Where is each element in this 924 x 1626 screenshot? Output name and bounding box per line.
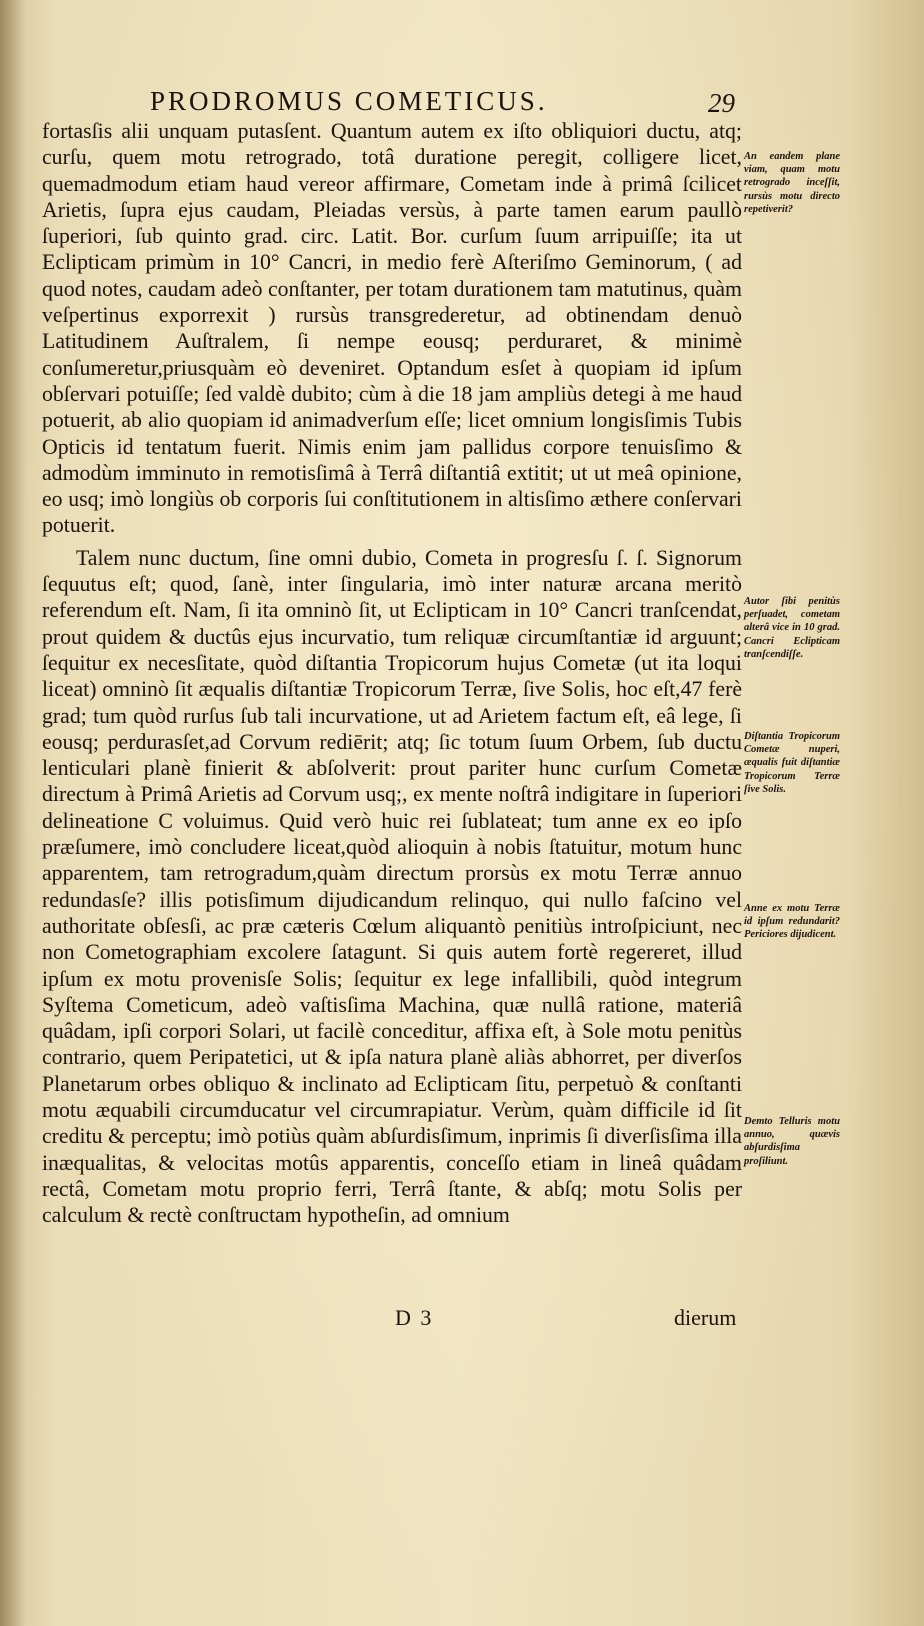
signature-mark: D 3 [395, 1305, 434, 1330]
page-number: 29 [708, 88, 735, 118]
margin-note-1: An eandem plane viam, quam motu retrogrado inceſſit, rursùs motu directo repetiverit? [744, 151, 840, 215]
running-title: PRODROMUS COMETICUS. [150, 86, 548, 116]
margin-note-4: Anne ex motu Terræ id ipſum redundarit? Periciores dijudicent. [744, 903, 840, 941]
margin-note-5: Demto Telluris motu annuo, quævis abſurdisſima proſiliunt. [744, 1116, 840, 1167]
catchword: dierum [674, 1305, 737, 1330]
binding-shadow [0, 0, 26, 1626]
main-text-column [42, 118, 742, 1228]
paragraph-1: fortasſis alii unquam putasſent. Quantum autem ex iſto obliquiori ductu, atq; curſu, quem motu retrogrado, totâ duratione peregit, colligere licet, quemadmodum etiam haud vereor affirmare, Cometam inde à primâ ſcilicet Arietis, ſupra ejus caudam, Pleiadas versùs, à parte tamen earum paullò ſuperiori, ſub quinto grad. circ. Latit. Bor. curſum ſuum arripuiſſe; ita ut Eclipticam primùm in 10° Cancri, in medio ferè Aſteriſmo Geminorum, ( ad quod notes, caudam adeò conſtanter, per totam durationem tam matutinus, quàm veſpertinus exporrexit ) rursùs transgrederetur, ad obtinendam denuò Latitudinem Auſtralem, ſi nempe eousq; perduraret, & minimè conſumeretur,priusquàm eò deveniret. Optandum esſet à quopiam id ipſum obſervari potuiſſe; ſed valdè dubito; cùm à die 18 jam ampliùs detegi à me haud potuerit, ab alio quopiam id animadverſum eſſe; licet omnium longisſimis Tubis Opticis id tentatum fuerit. Nimis enim jam pallidus corpore tenuisſimo & admodùm imminuto in remotisſimâ à Terrâ diſtantiâ extitit; ut ut meâ opinione, eo usq; imò longiùs ob corporis ſui conſtitutionem in altisſimo æthere conſervari potuerit. [42, 119, 742, 538]
paragraph-2: Talem nunc ductum, ſine omni dubio, Cometa in progresſu ſ. ſ. Signorum ſequutus eſt; quod, ſanè, inter ſingularia, imò inter naturæ arcana meritò referendum eſt. Nam, ſi ita omninò ſit, ut Eclipticam in 10° Cancri tranſcendat, prout quidem & ductûs ejus incurvatio, tum reliquæ circumſtantiæ id arguunt; ſequitur ex necesſitate, quòd diſtantia Tropicorum hujus Cometæ (ut ita loqui liceat) omninò ſit æqualis diſtantiæ Tropicorum Terræ, ſive Solis, hoc eſt,47 ferè grad; tum quòd rurſus ſub tali incurvatione, ut ad Arietem factum eſt, eâ lege, ſi eousq; perdurasſet,ad Corvum rediērit; atq; ſic totum ſuum Orbem, ſub ductu lenticulari planè finierit & abſolverit: prout pariter hunc curſum Cometæ directum à Primâ Arietis ad Corvum usq;, ex mente noſtrâ indigitare in ſuperiori delineatione C voluimus. Quid verò huic rei ſublateat; tum anne ex eo ipſo præſumere, imò concludere liceat,quòd alioquin à nobis ſtatuitur, motum hunc apparentem, tam retrogradum,quàm directum prorsùs ex motu Terræ annuo redundasſe? illis potisſimum dijudicandum relinquo, qui nullo faſcino vel authoritate obſesſi, ac præ cæteris Cœlum aliquantò penitiùs introſpiciunt, nec non Cometographiam excolere ſatagunt. Si quis autem fortè regereret, illud ipſum ex motu provenisſe Solis; ſequitur ex lege infallibili, quòd integrum Syſtema Cometicum, adeò vaſtisſima Machina, quæ nullâ ratione, materiâ quâdam, ipſi corpori Solari, ut facilè conceditur, affixa eſt, à Sole motu penitùs contrario, quem Peripatetici, ut & ipſa natura planè aliàs abhorret, per diverſos Planetarum orbes obliquo & inclinato ad Eclipticam ſitu, perpetuò & conſtanti motu æquabili circumducatur vel circumrapiatur. Verùm, quàm difficile id ſit creditu & perceptu; imò potiùs quàm abſurdisſimum, inprimis ſi diverſisſima illa inæqualitas, & velocitas motûs apparentis, conceſſo etiam in lineâ quâdam rectâ, Cometam motu proprio ferri, Terrâ ſtante, & abſq; motu Solis per calculum & rectè conſtructam hypotheſin, ad omnium [42, 545, 742, 1228]
margin-note-2: Autor ſibi penitùs perſuadet, cometam alterâ vice in 10 grad. Cancri Eclipticam tranſcendiſſe. [744, 596, 840, 660]
margin-note-3: Diſtantia Tropicorum Cometæ nuperi, æqualis fuit diſtantiæ Tropicorum Terræ ſive Solis. [744, 731, 840, 795]
